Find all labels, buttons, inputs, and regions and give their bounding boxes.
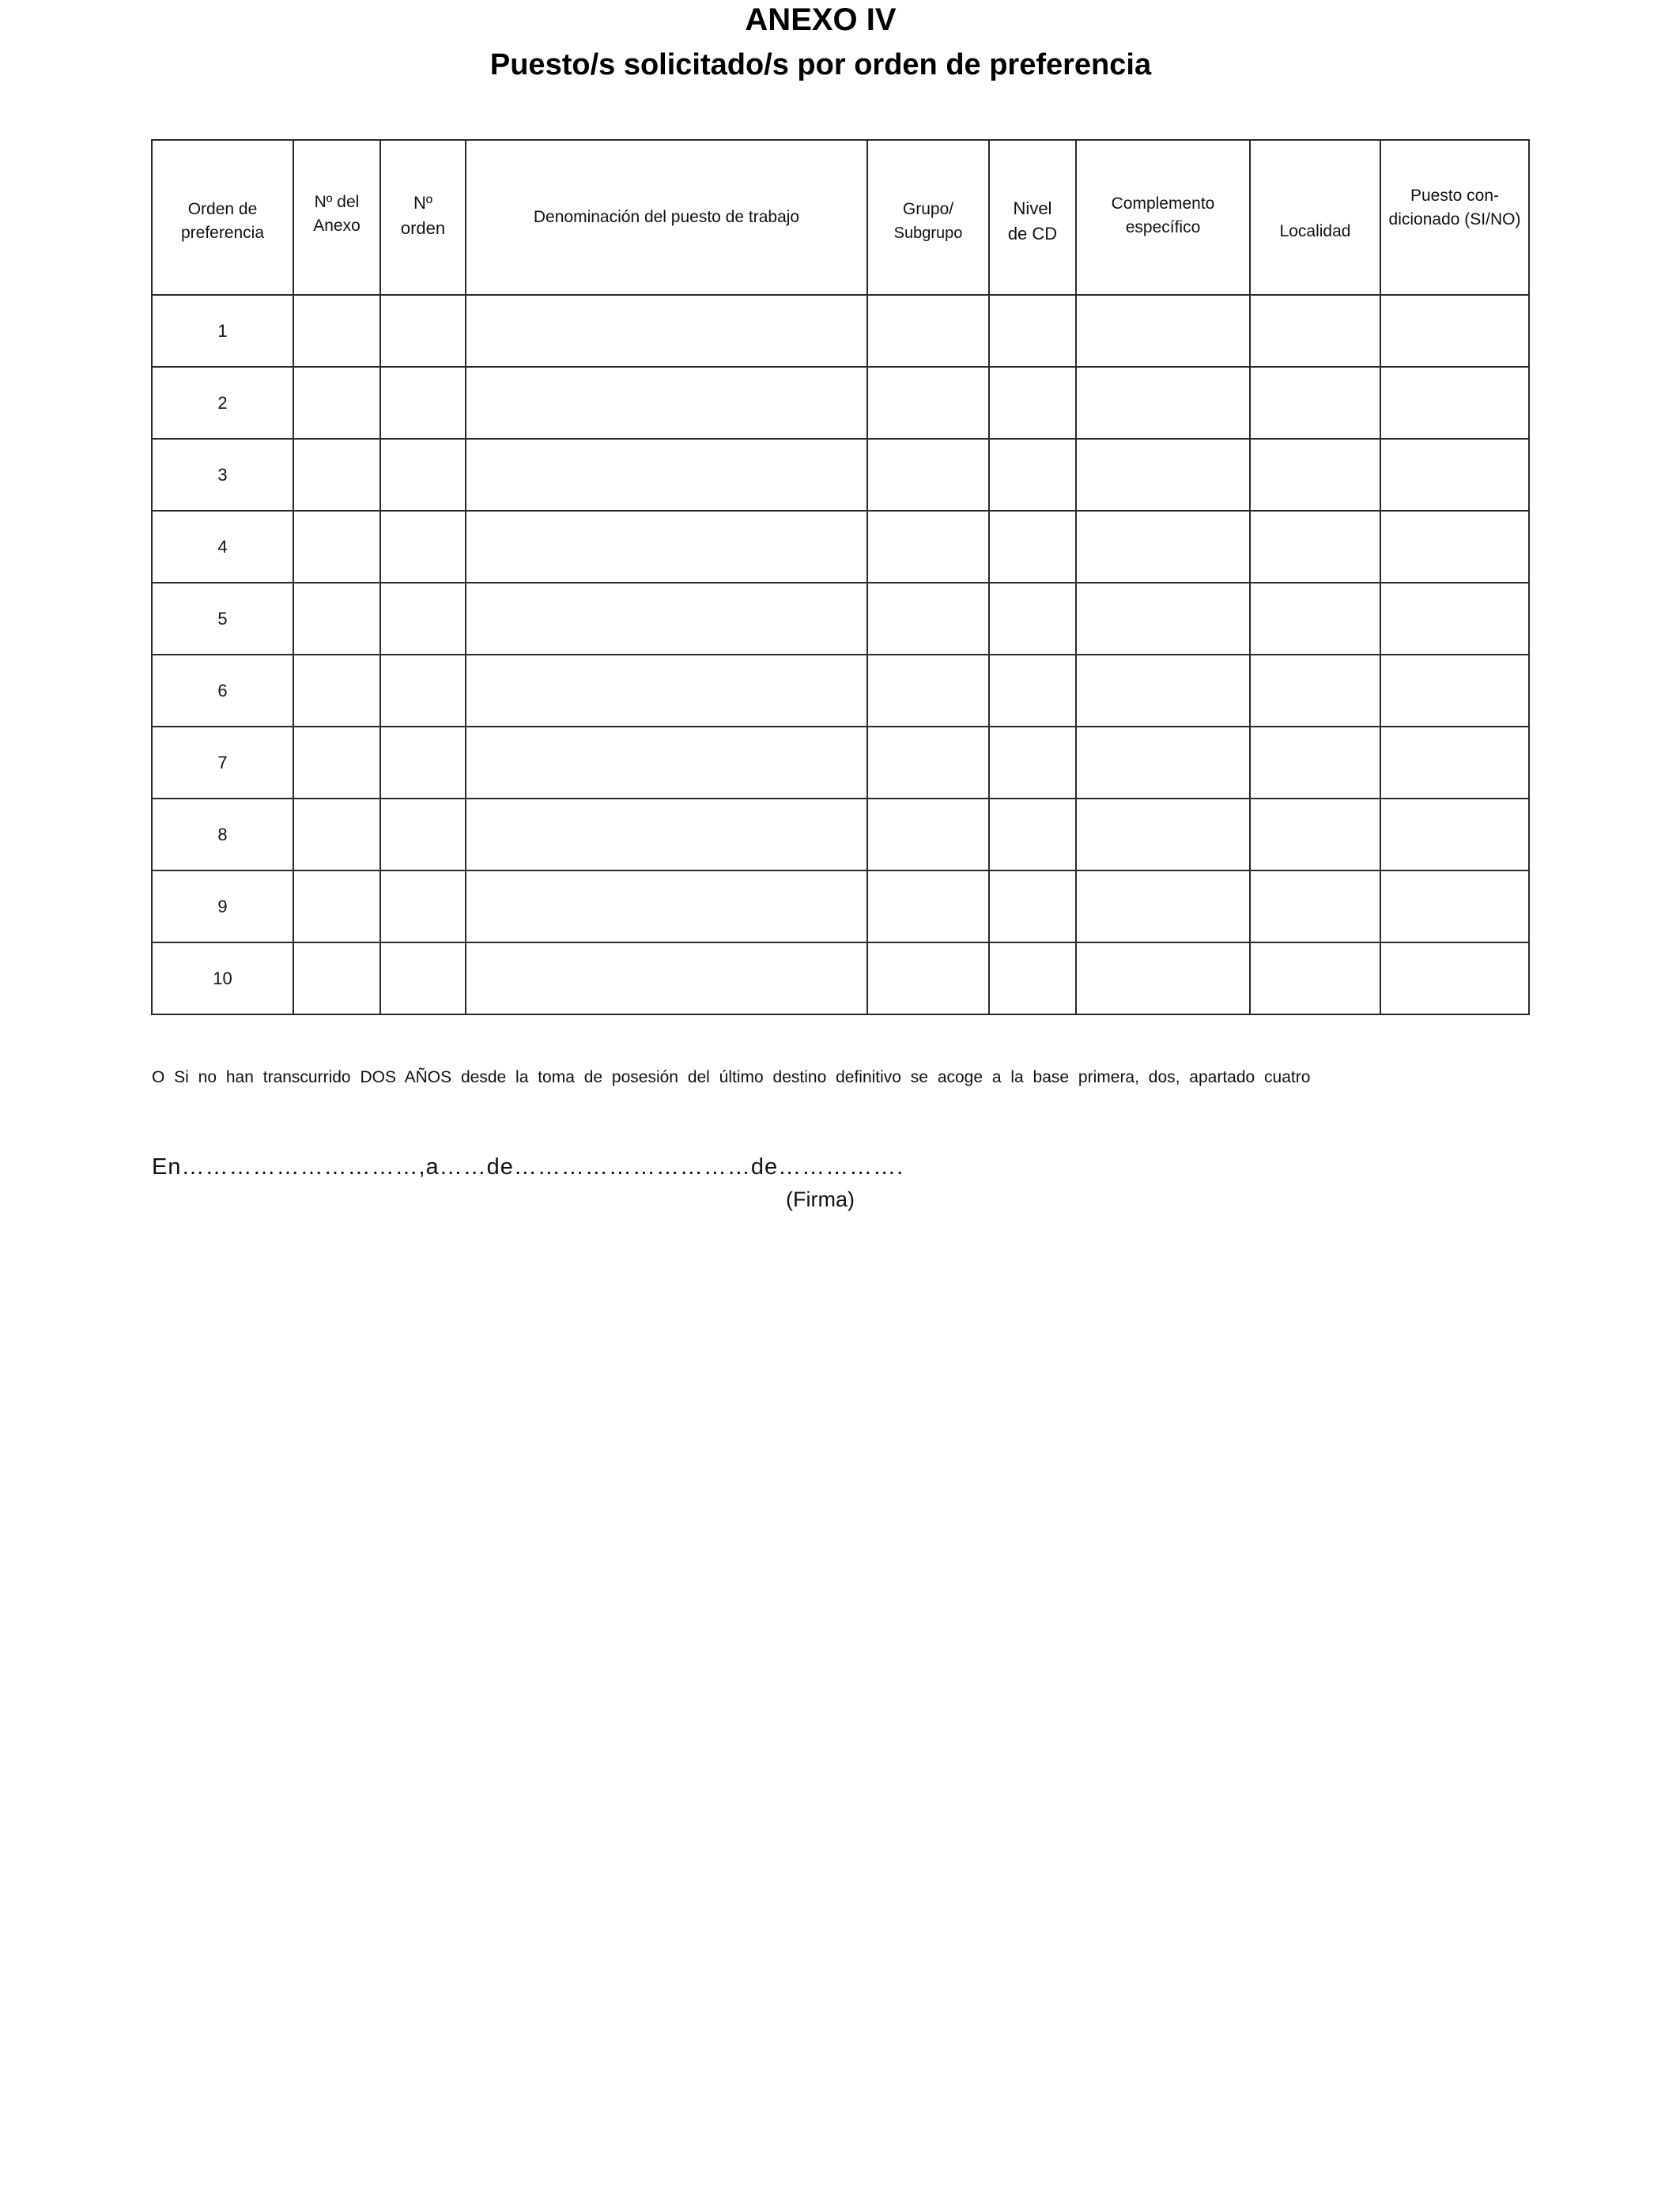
cell-nivel[interactable] — [989, 583, 1076, 655]
table-row — [152, 439, 1529, 511]
cell-complemento[interactable] — [1076, 439, 1250, 511]
header-puesto-condicionado: Puesto con- dicionado (SI/NO) — [1380, 140, 1529, 295]
row-number: 5 — [152, 583, 293, 655]
signature-place-date-line: En…………………………,a……de…………………………de……………. — [152, 1154, 904, 1180]
cell-nivel[interactable] — [989, 511, 1076, 583]
cell-localidad[interactable] — [1250, 583, 1380, 655]
table-row — [152, 727, 1529, 799]
cell-denominacion[interactable] — [466, 942, 867, 1014]
row-number: 7 — [152, 727, 293, 799]
cell-anexo[interactable] — [293, 942, 380, 1014]
signature-label: (Firma) — [786, 1188, 855, 1211]
cell-grupo[interactable] — [867, 799, 989, 870]
cell-denominacion[interactable] — [466, 583, 867, 655]
cell-localidad[interactable] — [1250, 439, 1380, 511]
cell-localidad[interactable] — [1250, 367, 1380, 439]
cell-anexo[interactable] — [293, 367, 380, 439]
cell-anexo[interactable] — [293, 583, 380, 655]
cell-complemento[interactable] — [1076, 511, 1250, 583]
cell-numero-orden[interactable] — [380, 799, 466, 870]
cell-denominacion[interactable] — [466, 870, 867, 942]
cell-grupo[interactable] — [867, 942, 989, 1014]
cell-complemento[interactable] — [1076, 870, 1250, 942]
cell-grupo[interactable] — [867, 367, 989, 439]
row-number: 9 — [152, 870, 293, 942]
cell-condicionado[interactable] — [1380, 870, 1529, 942]
cell-complemento[interactable] — [1076, 583, 1250, 655]
cell-condicionado[interactable] — [1380, 799, 1529, 870]
cell-complemento[interactable] — [1076, 799, 1250, 870]
header-nivel-cd: Nivel de CD — [989, 140, 1076, 295]
table-row — [152, 942, 1529, 1014]
cell-nivel[interactable] — [989, 942, 1076, 1014]
cell-grupo[interactable] — [867, 583, 989, 655]
cell-nivel[interactable] — [989, 727, 1076, 799]
cell-condicionado[interactable] — [1380, 295, 1529, 367]
document-subtitle: Puesto/s solicitado/s por orden de preferencia — [489, 48, 1152, 81]
header-complemento-especifico: Complemento específico — [1076, 140, 1250, 295]
table-row — [152, 583, 1529, 655]
cell-numero-orden[interactable] — [380, 655, 466, 727]
table-row — [152, 655, 1529, 727]
document-title: ANEXO IV — [745, 2, 897, 37]
optional-clause-note: O Si no han transcurrido DOS AÑOS desde la toma de posesión del último destino definitivo se acoge a la base primera, dos, apartado cuatro — [152, 1068, 1311, 1086]
cell-nivel[interactable] — [989, 870, 1076, 942]
row-number: 6 — [152, 655, 293, 727]
table-header — [152, 140, 1529, 295]
cell-denominacion[interactable] — [466, 655, 867, 727]
cell-numero-orden[interactable] — [380, 727, 466, 799]
header-numero-orden: Nº orden — [380, 140, 466, 295]
cell-complemento[interactable] — [1076, 367, 1250, 439]
cell-numero-orden[interactable] — [380, 367, 466, 439]
header-localidad: Localidad — [1250, 140, 1380, 295]
cell-grupo[interactable] — [867, 870, 989, 942]
cell-anexo[interactable] — [293, 511, 380, 583]
cell-numero-orden[interactable] — [380, 583, 466, 655]
cell-anexo[interactable] — [293, 799, 380, 870]
cell-condicionado[interactable] — [1380, 727, 1529, 799]
cell-denominacion[interactable] — [466, 727, 867, 799]
cell-localidad[interactable] — [1250, 942, 1380, 1014]
table-row — [152, 295, 1529, 367]
cell-condicionado[interactable] — [1380, 439, 1529, 511]
cell-nivel[interactable] — [989, 799, 1076, 870]
cell-condicionado[interactable] — [1380, 511, 1529, 583]
cell-denominacion[interactable] — [466, 367, 867, 439]
table-row — [152, 799, 1529, 870]
cell-condicionado[interactable] — [1380, 942, 1529, 1014]
cell-anexo[interactable] — [293, 870, 380, 942]
cell-nivel[interactable] — [989, 655, 1076, 727]
cell-denominacion[interactable] — [466, 799, 867, 870]
cell-localidad[interactable] — [1250, 870, 1380, 942]
cell-anexo[interactable] — [293, 655, 380, 727]
cell-localidad[interactable] — [1250, 655, 1380, 727]
table-row — [152, 367, 1529, 439]
cell-localidad[interactable] — [1250, 295, 1380, 367]
cell-localidad[interactable] — [1250, 511, 1380, 583]
cell-grupo[interactable] — [867, 439, 989, 511]
cell-nivel[interactable] — [989, 439, 1076, 511]
header-orden-preferencia: Orden de preferencia — [152, 140, 293, 295]
cell-denominacion[interactable] — [466, 439, 867, 511]
row-number: 4 — [152, 511, 293, 583]
cell-numero-orden[interactable] — [380, 295, 466, 367]
preferences-table — [151, 139, 1530, 1015]
cell-numero-orden[interactable] — [380, 511, 466, 583]
table-body — [152, 295, 1529, 1014]
cell-anexo[interactable] — [293, 295, 380, 367]
row-number: 8 — [152, 799, 293, 870]
cell-anexo[interactable] — [293, 439, 380, 511]
header-grupo-subgrupo: Grupo/ Subgrupo — [867, 140, 989, 295]
row-number: 3 — [152, 439, 293, 511]
header-numero-anexo: Nº del Anexo — [293, 140, 380, 295]
cell-anexo[interactable] — [293, 727, 380, 799]
cell-condicionado[interactable] — [1380, 367, 1529, 439]
cell-complemento[interactable] — [1076, 727, 1250, 799]
cell-numero-orden[interactable] — [380, 439, 466, 511]
cell-grupo[interactable] — [867, 295, 989, 367]
cell-localidad[interactable] — [1250, 799, 1380, 870]
cell-grupo[interactable] — [867, 655, 989, 727]
cell-nivel[interactable] — [989, 367, 1076, 439]
cell-numero-orden[interactable] — [380, 870, 466, 942]
cell-condicionado[interactable] — [1380, 583, 1529, 655]
row-number: 1 — [152, 295, 293, 367]
cell-nivel[interactable] — [989, 295, 1076, 367]
cell-grupo[interactable] — [867, 727, 989, 799]
cell-complemento[interactable] — [1076, 655, 1250, 727]
cell-numero-orden[interactable] — [380, 942, 466, 1014]
header-denominacion-puesto: Denominación del puesto de trabajo — [466, 140, 867, 295]
cell-condicionado[interactable] — [1380, 655, 1529, 727]
cell-denominacion[interactable] — [466, 511, 867, 583]
row-number: 10 — [152, 942, 293, 1014]
cell-denominacion[interactable] — [466, 295, 867, 367]
table-row — [152, 870, 1529, 942]
cell-complemento[interactable] — [1076, 295, 1250, 367]
cell-localidad[interactable] — [1250, 727, 1380, 799]
cell-complemento[interactable] — [1076, 942, 1250, 1014]
table-row — [152, 511, 1529, 583]
row-number: 2 — [152, 367, 293, 439]
cell-grupo[interactable] — [867, 511, 989, 583]
